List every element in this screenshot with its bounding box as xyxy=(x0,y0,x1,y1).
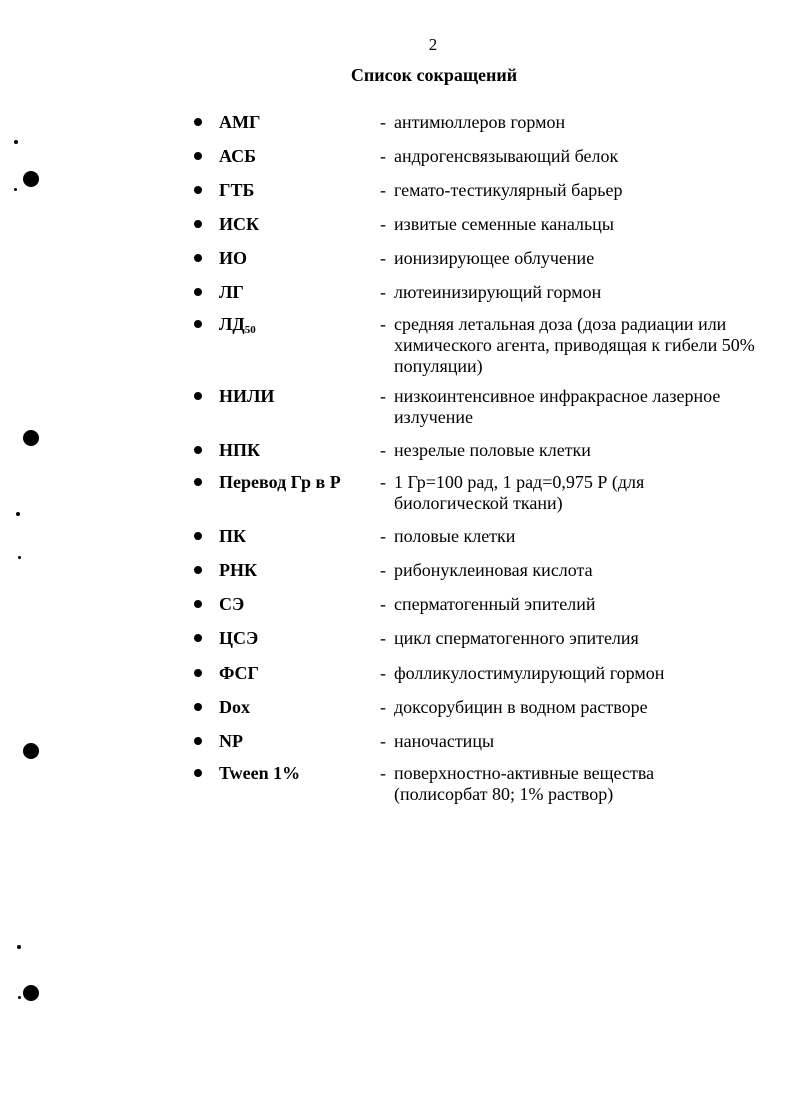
abbreviation-subscript: 50 xyxy=(244,324,256,336)
dash: - xyxy=(380,214,386,234)
abbreviation: НИЛИ xyxy=(219,386,275,406)
dash: - xyxy=(380,282,386,302)
bullet-icon xyxy=(194,392,202,400)
definition: ионизирующее облучение xyxy=(394,248,595,268)
dash: - xyxy=(380,146,386,166)
definition: андрогенсвязывающий белок xyxy=(394,146,619,166)
binder-hole xyxy=(23,430,39,446)
dash: - xyxy=(380,628,386,648)
definition: низкоинтенсивное инфракрасное лазерное излучение xyxy=(394,386,721,427)
definition: 1 Гр=100 рад, 1 рад=0,975 Р (для биологической ткани) xyxy=(394,472,645,513)
definition: рибонуклеиновая кислота xyxy=(394,560,593,580)
page-title: Список сокращений xyxy=(350,65,518,85)
binder-hole xyxy=(23,985,39,1001)
bullet-icon xyxy=(194,478,202,486)
abbreviation: NP xyxy=(219,731,243,751)
bullet-icon xyxy=(194,186,202,194)
scan-speck xyxy=(16,512,20,516)
definition: доксорубицин в водном растворе xyxy=(394,697,648,717)
bullet-icon xyxy=(194,446,202,454)
definition: средняя летальная доза (доза радиации или химического агента, приводящая к гибели 50% популяции) xyxy=(394,314,755,376)
dash: - xyxy=(380,526,386,546)
abbreviation: ФСГ xyxy=(219,663,259,683)
abbreviation: РНК xyxy=(219,560,258,580)
definition: незрелые половые клетки xyxy=(394,440,591,460)
bullet-icon xyxy=(194,288,202,296)
dash: - xyxy=(380,763,386,783)
bullet-icon xyxy=(194,737,202,745)
bullet-icon xyxy=(194,118,202,126)
scan-speck xyxy=(18,556,21,559)
scan-speck xyxy=(14,140,18,144)
binder-hole xyxy=(23,743,39,759)
definition: гемато-тестикулярный барьер xyxy=(394,180,623,200)
bullet-icon xyxy=(194,254,202,262)
abbreviation: Перевод Гр в Р xyxy=(219,472,341,492)
bullet-icon xyxy=(194,703,202,711)
abbreviation xyxy=(219,314,256,341)
bullet-icon xyxy=(194,220,202,228)
definition: лютеинизирующий гормон xyxy=(394,282,602,302)
binder-hole xyxy=(23,171,39,187)
definition: наночастицы xyxy=(394,731,495,751)
dash: - xyxy=(380,560,386,580)
abbreviation: ИСК xyxy=(219,214,260,234)
dash: - xyxy=(380,697,386,717)
bullet-icon xyxy=(194,566,202,574)
definition: антимюллеров гормон xyxy=(394,112,566,132)
dash: - xyxy=(380,180,386,200)
bullet-icon xyxy=(194,769,202,777)
abbreviation: АМГ xyxy=(219,112,261,132)
dash: - xyxy=(380,440,386,460)
page-number: 2 xyxy=(428,35,438,54)
definition: поверхностно-активные вещества (полисорбат 80; 1% раствор) xyxy=(394,763,655,804)
abbreviation: ГТБ xyxy=(219,180,255,200)
definition: извитые семенные канальцы xyxy=(394,214,614,234)
scan-speck xyxy=(18,996,21,999)
bullet-icon xyxy=(194,152,202,160)
definition: сперматогенный эпителий xyxy=(394,594,596,614)
abbreviation: ИО xyxy=(219,248,248,268)
abbreviation: ПК xyxy=(219,526,247,546)
definition: половые клетки xyxy=(394,526,516,546)
bullet-icon xyxy=(194,320,202,328)
abbreviation: ЦСЭ xyxy=(219,628,259,648)
dash: - xyxy=(380,472,386,492)
abbreviation: АСБ xyxy=(219,146,257,166)
abbreviation: Tween 1% xyxy=(219,763,301,783)
bullet-icon xyxy=(194,600,202,608)
abbreviation: ЛГ xyxy=(219,282,244,302)
abbreviation-text: ЛД xyxy=(219,314,245,334)
abbreviation: НПК xyxy=(219,440,261,460)
bullet-icon xyxy=(194,532,202,540)
bullet-icon xyxy=(194,669,202,677)
dash: - xyxy=(380,248,386,268)
bullet-icon xyxy=(194,634,202,642)
dash: - xyxy=(380,731,386,751)
scan-speck xyxy=(17,945,21,949)
dash: - xyxy=(380,663,386,683)
definition: фолликулостимулирующий гормон xyxy=(394,663,665,683)
abbreviation: СЭ xyxy=(219,594,245,614)
dash: - xyxy=(380,386,386,406)
abbreviation: Dox xyxy=(219,697,250,717)
scan-speck xyxy=(14,188,17,191)
dash: - xyxy=(380,112,386,132)
dash: - xyxy=(380,314,386,334)
dash: - xyxy=(380,594,386,614)
definition: цикл сперматогенного эпителия xyxy=(394,628,639,648)
